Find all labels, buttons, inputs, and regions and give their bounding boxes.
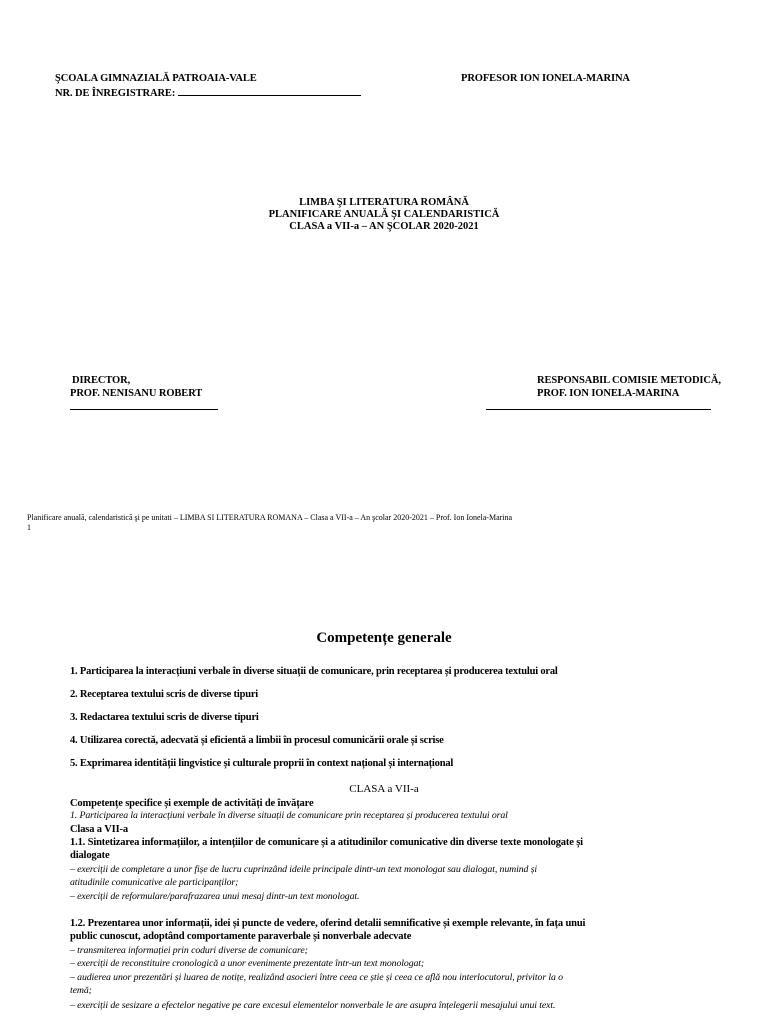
competence-1-2-title-b: public cunoscut, adoptând comportamente paraverbale și nonverbale adecvate (70, 931, 412, 942)
activity-item: – audierea unor prezentări și luarea de notițe, realizând asocieri între ceea ce știe și ceea ce află nou interlocutorul, privitor la o (70, 972, 563, 983)
specific-subheading: 1. Participarea la interacțiuni verbale în diverse situații de comunicare prin receptarea și producerea textului oral (70, 810, 508, 821)
activity-item: – exerciții de sesizare a efectelor negative pe care excesul elementelor nonverbale le are asupra înțelegerii mesajului unui text. (70, 1000, 556, 1011)
methodic-role: RESPONSABIL COMISIE METODICĂ, (537, 375, 721, 386)
class-label: Clasa a VII-a (70, 824, 128, 835)
activity-item: – exerciții de completare a unor fișe de lucru cuprinzând ideile principale dintr-un text monologat sau dialogat, numind și (70, 864, 538, 875)
doc-title-subject: LIMBA ŞI LITERATURA ROMÂNĂ (299, 197, 469, 208)
specific-competences-heading: Competențe specifice și exemple de activități de învățare (70, 798, 314, 809)
methodic-name: PROF. ION IONELA-MARINA (537, 388, 680, 399)
methodic-signature-line (486, 399, 711, 410)
competence-1-2-title-a: 1.2. Prezentarea unor informații, idei și puncte de vedere, oferind detalii semnificative și exemple relevante, în fața unui (70, 918, 586, 929)
general-competences-title: Competențe generale (316, 630, 452, 646)
teacher-name: PROFESOR ION IONELA-MARINA (461, 73, 630, 84)
page-number: 1 (27, 523, 31, 532)
doc-title-class: CLASA a VII-a – AN ŞCOLAR 2020-2021 (289, 221, 479, 232)
competence-1-1-title-b: dialogate (70, 850, 110, 861)
registration-line (55, 85, 361, 100)
doc-title-plan: PLANIFICARE ANUALĂ ŞI CALENDARISTICĂ (268, 209, 500, 220)
director-name: PROF. NENISANU ROBERT (70, 388, 203, 399)
director-role: DIRECTOR, (72, 375, 131, 386)
activity-item: – exerciții de reformulare/parafrazarea unui mesaj dintr-un text monologat. (70, 891, 360, 902)
general-competence-2: 2. Receptarea textului scris de diverse tipuri (70, 689, 259, 700)
registration-label: NR. DE ÎNREGISTRARE: (55, 88, 176, 99)
activity-item: temă; (70, 985, 92, 996)
activity-item: – exerciții de reconstituire cronologică a unor evenimente prezentate într-un text monologat; (70, 958, 425, 969)
class-heading: CLASA a VII-a (349, 783, 419, 795)
general-competence-1: 1. Participarea la interacțiuni verbale în diverse situații de comunicare, prin receptarea și producerea textului oral (70, 666, 558, 677)
activity-item: atitudinile comunicative ale participanților; (70, 877, 239, 888)
general-competence-5: 5. Exprimarea identității lingvistice și culturale proprii în context național și internațional (70, 758, 454, 769)
registration-blank (178, 85, 361, 96)
page-footer: Planificare anuală, calendaristică şi pe unitati – LIMBA SI LITERATURA ROMANA – Clasa a VII-a – An şcolar 2020-2021 – Prof. Ion Ionela-Marina (27, 513, 513, 522)
general-competence-4: 4. Utilizarea corectă, adecvată și eficientă a limbii în procesul comunicării orale și scrise (70, 735, 444, 746)
school-name: ŞCOALA GIMNAZIALĂ PATROAIA-VALE (55, 73, 257, 84)
general-competence-3: 3. Redactarea textului scris de diverse tipuri (70, 712, 259, 723)
competence-1-1-title-a: 1.1. Sintetizarea informațiilor, a intențiilor de comunicare și a atitudinilor comunicative din diverse texte monologate și (70, 837, 583, 848)
activity-item: – transmiterea informației prin coduri diverse de comunicare; (70, 945, 308, 956)
director-signature-line (70, 399, 218, 410)
